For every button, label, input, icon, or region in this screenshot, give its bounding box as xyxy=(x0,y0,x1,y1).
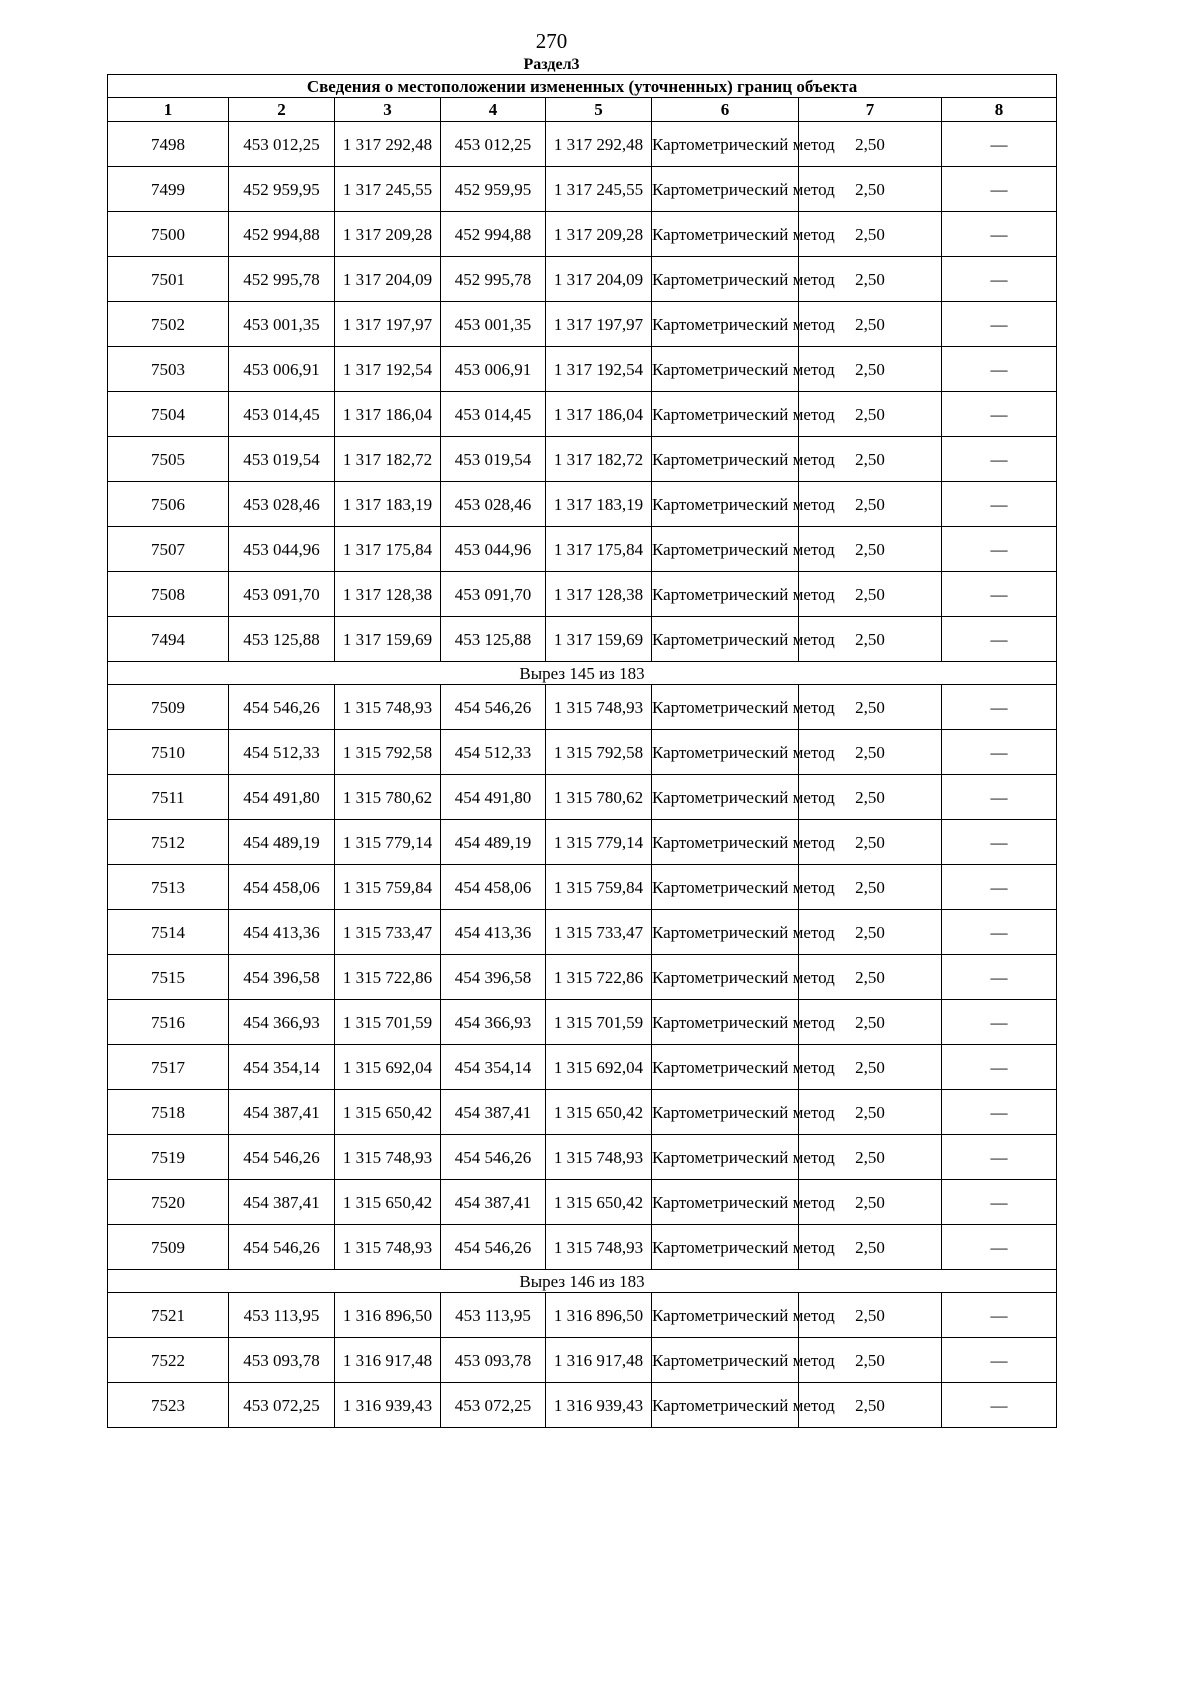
accuracy-cell: 2,50 xyxy=(799,775,942,820)
method-cell: Картометрический метод xyxy=(652,1135,799,1180)
cutout-heading: Вырез 146 из 183 xyxy=(108,1270,1057,1293)
point-number-cell: 7514 xyxy=(108,910,229,955)
accuracy-cell: 2,50 xyxy=(799,392,942,437)
description-cell: — xyxy=(942,685,1057,730)
point-number-cell: 7509 xyxy=(108,685,229,730)
accuracy-cell: 2,50 xyxy=(799,1000,942,1045)
method-cell: Картометрический метод xyxy=(652,257,799,302)
table-caption-row xyxy=(108,75,1057,98)
x-existing-cell: 453 001,35 xyxy=(229,302,335,347)
table-row xyxy=(108,122,1057,167)
y-new-cell: 1 315 748,93 xyxy=(546,1225,652,1270)
point-number-cell: 7507 xyxy=(108,527,229,572)
description-cell: — xyxy=(942,910,1057,955)
x-new-cell: 453 019,54 xyxy=(441,437,546,482)
table-row xyxy=(108,955,1057,1000)
description-cell: — xyxy=(942,730,1057,775)
table-row xyxy=(108,1180,1057,1225)
y-new-cell: 1 317 128,38 xyxy=(546,572,652,617)
y-new-cell: 1 315 759,84 xyxy=(546,865,652,910)
column-number: 1 xyxy=(108,98,229,122)
x-new-cell: 454 387,41 xyxy=(441,1180,546,1225)
x-existing-cell: 452 959,95 xyxy=(229,167,335,212)
cutout-heading-row xyxy=(108,1270,1057,1293)
x-new-cell: 453 125,88 xyxy=(441,617,546,662)
table-row xyxy=(108,302,1057,347)
y-new-cell: 1 315 780,62 xyxy=(546,775,652,820)
x-new-cell: 453 014,45 xyxy=(441,392,546,437)
x-existing-cell: 453 072,25 xyxy=(229,1383,335,1428)
point-number-cell: 7504 xyxy=(108,392,229,437)
y-new-cell: 1 315 701,59 xyxy=(546,1000,652,1045)
method-cell: Картометрический метод xyxy=(652,347,799,392)
table-row xyxy=(108,820,1057,865)
method-cell: Картометрический метод xyxy=(652,122,799,167)
accuracy-cell: 2,50 xyxy=(799,955,942,1000)
point-number-cell: 7501 xyxy=(108,257,229,302)
x-new-cell: 452 995,78 xyxy=(441,257,546,302)
accuracy-cell: 2,50 xyxy=(799,1090,942,1135)
table-row xyxy=(108,572,1057,617)
point-number-cell: 7509 xyxy=(108,1225,229,1270)
accuracy-cell: 2,50 xyxy=(799,527,942,572)
x-existing-cell: 454 491,80 xyxy=(229,775,335,820)
x-existing-cell: 453 044,96 xyxy=(229,527,335,572)
method-cell: Картометрический метод xyxy=(652,617,799,662)
y-existing-cell: 1 317 204,09 xyxy=(335,257,441,302)
description-cell: — xyxy=(942,1383,1057,1428)
x-new-cell: 454 413,36 xyxy=(441,910,546,955)
y-new-cell: 1 315 792,58 xyxy=(546,730,652,775)
table-row xyxy=(108,865,1057,910)
point-number-cell: 7498 xyxy=(108,122,229,167)
method-cell: Картометрический метод xyxy=(652,482,799,527)
y-new-cell: 1 317 175,84 xyxy=(546,527,652,572)
x-existing-cell: 453 125,88 xyxy=(229,617,335,662)
page-number: 270 xyxy=(535,29,568,53)
table-row xyxy=(108,1293,1057,1338)
x-existing-cell: 453 019,54 xyxy=(229,437,335,482)
method-cell: Картометрический метод xyxy=(652,1293,799,1338)
y-existing-cell: 1 315 692,04 xyxy=(335,1045,441,1090)
table-row xyxy=(108,482,1057,527)
method-cell: Картометрический метод xyxy=(652,1225,799,1270)
accuracy-cell: 2,50 xyxy=(799,167,942,212)
y-new-cell: 1 317 159,69 xyxy=(546,617,652,662)
y-existing-cell: 1 315 780,62 xyxy=(335,775,441,820)
method-cell: Картометрический метод xyxy=(652,730,799,775)
accuracy-cell: 2,50 xyxy=(799,865,942,910)
y-existing-cell: 1 315 701,59 xyxy=(335,1000,441,1045)
x-new-cell: 453 028,46 xyxy=(441,482,546,527)
description-cell: — xyxy=(942,1045,1057,1090)
point-number-cell: 7508 xyxy=(108,572,229,617)
accuracy-cell: 2,50 xyxy=(799,730,942,775)
table-row xyxy=(108,527,1057,572)
table-row xyxy=(108,1090,1057,1135)
table-row xyxy=(108,1000,1057,1045)
x-new-cell: 454 354,14 xyxy=(441,1045,546,1090)
y-existing-cell: 1 317 192,54 xyxy=(335,347,441,392)
point-number-cell: 7511 xyxy=(108,775,229,820)
accuracy-cell: 2,50 xyxy=(799,572,942,617)
x-existing-cell: 452 995,78 xyxy=(229,257,335,302)
x-new-cell: 453 006,91 xyxy=(441,347,546,392)
point-number-cell: 7502 xyxy=(108,302,229,347)
description-cell: — xyxy=(942,1180,1057,1225)
point-number-cell: 7506 xyxy=(108,482,229,527)
x-existing-cell: 453 093,78 xyxy=(229,1338,335,1383)
point-number-cell: 7516 xyxy=(108,1000,229,1045)
y-existing-cell: 1 317 197,97 xyxy=(335,302,441,347)
y-existing-cell: 1 317 186,04 xyxy=(335,392,441,437)
y-existing-cell: 1 316 896,50 xyxy=(335,1293,441,1338)
description-cell: — xyxy=(942,347,1057,392)
description-cell: — xyxy=(942,1000,1057,1045)
x-new-cell: 454 396,58 xyxy=(441,955,546,1000)
accuracy-cell: 2,50 xyxy=(799,212,942,257)
y-existing-cell: 1 315 748,93 xyxy=(335,1135,441,1180)
point-number-cell: 7494 xyxy=(108,617,229,662)
column-number: 7 xyxy=(799,98,942,122)
y-new-cell: 1 315 748,93 xyxy=(546,685,652,730)
description-cell: — xyxy=(942,1293,1057,1338)
column-number: 6 xyxy=(652,98,799,122)
column-number: 2 xyxy=(229,98,335,122)
x-new-cell: 454 546,26 xyxy=(441,1135,546,1180)
y-existing-cell: 1 315 779,14 xyxy=(335,820,441,865)
table-row xyxy=(108,212,1057,257)
description-cell: — xyxy=(942,820,1057,865)
point-number-cell: 7503 xyxy=(108,347,229,392)
x-new-cell: 454 491,80 xyxy=(441,775,546,820)
y-new-cell: 1 317 209,28 xyxy=(546,212,652,257)
y-existing-cell: 1 317 182,72 xyxy=(335,437,441,482)
method-cell: Картометрический метод xyxy=(652,437,799,482)
column-number: 5 xyxy=(546,98,652,122)
point-number-cell: 7521 xyxy=(108,1293,229,1338)
description-cell: — xyxy=(942,302,1057,347)
accuracy-cell: 2,50 xyxy=(799,1135,942,1180)
x-new-cell: 454 387,41 xyxy=(441,1090,546,1135)
method-cell: Картометрический метод xyxy=(652,527,799,572)
x-new-cell: 454 366,93 xyxy=(441,1000,546,1045)
x-existing-cell: 452 994,88 xyxy=(229,212,335,257)
accuracy-cell: 2,50 xyxy=(799,1180,942,1225)
x-existing-cell: 453 006,91 xyxy=(229,347,335,392)
accuracy-cell: 2,50 xyxy=(799,1338,942,1383)
method-cell: Картометрический метод xyxy=(652,865,799,910)
method-cell: Картометрический метод xyxy=(652,167,799,212)
column-number: 4 xyxy=(441,98,546,122)
point-number-cell: 7515 xyxy=(108,955,229,1000)
x-existing-cell: 454 546,26 xyxy=(229,1135,335,1180)
x-existing-cell: 454 512,33 xyxy=(229,730,335,775)
accuracy-cell: 2,50 xyxy=(799,257,942,302)
table-row xyxy=(108,347,1057,392)
accuracy-cell: 2,50 xyxy=(799,685,942,730)
y-new-cell: 1 317 204,09 xyxy=(546,257,652,302)
column-number: 8 xyxy=(942,98,1057,122)
y-existing-cell: 1 315 733,47 xyxy=(335,910,441,955)
point-number-cell: 7513 xyxy=(108,865,229,910)
method-cell: Картометрический метод xyxy=(652,685,799,730)
method-cell: Картометрический метод xyxy=(652,955,799,1000)
x-existing-cell: 454 387,41 xyxy=(229,1090,335,1135)
x-new-cell: 454 546,26 xyxy=(441,1225,546,1270)
y-existing-cell: 1 315 722,86 xyxy=(335,955,441,1000)
point-number-cell: 7512 xyxy=(108,820,229,865)
method-cell: Картометрический метод xyxy=(652,820,799,865)
method-cell: Картометрический метод xyxy=(652,1383,799,1428)
y-new-cell: 1 315 650,42 xyxy=(546,1180,652,1225)
point-number-cell: 7517 xyxy=(108,1045,229,1090)
x-new-cell: 454 458,06 xyxy=(441,865,546,910)
x-new-cell: 452 959,95 xyxy=(441,167,546,212)
boundary-coordinates-table xyxy=(107,74,1057,1428)
x-new-cell: 453 093,78 xyxy=(441,1338,546,1383)
y-new-cell: 1 315 722,86 xyxy=(546,955,652,1000)
y-new-cell: 1 315 748,93 xyxy=(546,1135,652,1180)
point-number-cell: 7499 xyxy=(108,167,229,212)
table-row xyxy=(108,1338,1057,1383)
x-new-cell: 452 994,88 xyxy=(441,212,546,257)
table-row xyxy=(108,1045,1057,1090)
method-cell: Картометрический метод xyxy=(652,1090,799,1135)
y-existing-cell: 1 317 183,19 xyxy=(335,482,441,527)
description-cell: — xyxy=(942,617,1057,662)
description-cell: — xyxy=(942,527,1057,572)
description-cell: — xyxy=(942,1135,1057,1180)
y-new-cell: 1 315 733,47 xyxy=(546,910,652,955)
method-cell: Картометрический метод xyxy=(652,572,799,617)
x-existing-cell: 453 012,25 xyxy=(229,122,335,167)
y-new-cell: 1 317 292,48 xyxy=(546,122,652,167)
y-existing-cell: 1 316 939,43 xyxy=(335,1383,441,1428)
description-cell: — xyxy=(942,865,1057,910)
table-row xyxy=(108,775,1057,820)
x-new-cell: 454 512,33 xyxy=(441,730,546,775)
accuracy-cell: 2,50 xyxy=(799,122,942,167)
accuracy-cell: 2,50 xyxy=(799,302,942,347)
point-number-cell: 7523 xyxy=(108,1383,229,1428)
y-new-cell: 1 315 692,04 xyxy=(546,1045,652,1090)
point-number-cell: 7500 xyxy=(108,212,229,257)
table-row xyxy=(108,685,1057,730)
accuracy-cell: 2,50 xyxy=(799,1045,942,1090)
table-row xyxy=(108,167,1057,212)
x-existing-cell: 454 458,06 xyxy=(229,865,335,910)
method-cell: Картометрический метод xyxy=(652,1045,799,1090)
section-title: Раздел3 xyxy=(523,56,580,73)
y-existing-cell: 1 315 748,93 xyxy=(335,1225,441,1270)
x-new-cell: 453 091,70 xyxy=(441,572,546,617)
description-cell: — xyxy=(942,392,1057,437)
x-new-cell: 454 489,19 xyxy=(441,820,546,865)
table-caption: Сведения о местоположении измененных (уточненных) границ объекта xyxy=(108,75,1057,98)
y-new-cell: 1 315 779,14 xyxy=(546,820,652,865)
accuracy-cell: 2,50 xyxy=(799,1293,942,1338)
accuracy-cell: 2,50 xyxy=(799,617,942,662)
x-existing-cell: 454 546,26 xyxy=(229,685,335,730)
y-existing-cell: 1 317 245,55 xyxy=(335,167,441,212)
y-existing-cell: 1 315 792,58 xyxy=(335,730,441,775)
x-existing-cell: 454 354,14 xyxy=(229,1045,335,1090)
y-existing-cell: 1 317 292,48 xyxy=(335,122,441,167)
y-existing-cell: 1 315 650,42 xyxy=(335,1090,441,1135)
method-cell: Картометрический метод xyxy=(652,775,799,820)
cutout-heading: Вырез 145 из 183 xyxy=(108,662,1057,685)
method-cell: Картометрический метод xyxy=(652,910,799,955)
accuracy-cell: 2,50 xyxy=(799,1225,942,1270)
description-cell: — xyxy=(942,955,1057,1000)
x-existing-cell: 453 113,95 xyxy=(229,1293,335,1338)
table-row xyxy=(108,392,1057,437)
accuracy-cell: 2,50 xyxy=(799,910,942,955)
description-cell: — xyxy=(942,1225,1057,1270)
x-new-cell: 453 113,95 xyxy=(441,1293,546,1338)
description-cell: — xyxy=(942,122,1057,167)
table-row xyxy=(108,730,1057,775)
point-number-cell: 7505 xyxy=(108,437,229,482)
y-new-cell: 1 316 917,48 xyxy=(546,1338,652,1383)
accuracy-cell: 2,50 xyxy=(799,437,942,482)
x-existing-cell: 454 366,93 xyxy=(229,1000,335,1045)
y-existing-cell: 1 315 650,42 xyxy=(335,1180,441,1225)
y-existing-cell: 1 317 128,38 xyxy=(335,572,441,617)
y-new-cell: 1 316 896,50 xyxy=(546,1293,652,1338)
point-number-cell: 7510 xyxy=(108,730,229,775)
table-row xyxy=(108,1383,1057,1428)
y-new-cell: 1 317 197,97 xyxy=(546,302,652,347)
method-cell: Картометрический метод xyxy=(652,1180,799,1225)
description-cell: — xyxy=(942,437,1057,482)
y-new-cell: 1 317 183,19 xyxy=(546,482,652,527)
table-row xyxy=(108,1135,1057,1180)
y-new-cell: 1 315 650,42 xyxy=(546,1090,652,1135)
y-existing-cell: 1 317 209,28 xyxy=(335,212,441,257)
point-number-cell: 7519 xyxy=(108,1135,229,1180)
accuracy-cell: 2,50 xyxy=(799,482,942,527)
description-cell: — xyxy=(942,482,1057,527)
description-cell: — xyxy=(942,1090,1057,1135)
x-existing-cell: 453 014,45 xyxy=(229,392,335,437)
x-existing-cell: 454 546,26 xyxy=(229,1225,335,1270)
description-cell: — xyxy=(942,775,1057,820)
y-new-cell: 1 317 245,55 xyxy=(546,167,652,212)
y-existing-cell: 1 317 175,84 xyxy=(335,527,441,572)
y-existing-cell: 1 315 748,93 xyxy=(335,685,441,730)
x-existing-cell: 453 091,70 xyxy=(229,572,335,617)
x-existing-cell: 454 396,58 xyxy=(229,955,335,1000)
y-existing-cell: 1 316 917,48 xyxy=(335,1338,441,1383)
accuracy-cell: 2,50 xyxy=(799,347,942,392)
x-existing-cell: 454 413,36 xyxy=(229,910,335,955)
y-new-cell: 1 316 939,43 xyxy=(546,1383,652,1428)
point-number-cell: 7520 xyxy=(108,1180,229,1225)
x-existing-cell: 453 028,46 xyxy=(229,482,335,527)
table-row xyxy=(108,1225,1057,1270)
table-row xyxy=(108,257,1057,302)
x-new-cell: 453 072,25 xyxy=(441,1383,546,1428)
x-new-cell: 453 001,35 xyxy=(441,302,546,347)
point-number-cell: 7518 xyxy=(108,1090,229,1135)
accuracy-cell: 2,50 xyxy=(799,1383,942,1428)
description-cell: — xyxy=(942,1338,1057,1383)
accuracy-cell: 2,50 xyxy=(799,820,942,865)
table-row xyxy=(108,617,1057,662)
column-number: 3 xyxy=(335,98,441,122)
method-cell: Картометрический метод xyxy=(652,302,799,347)
x-new-cell: 453 012,25 xyxy=(441,122,546,167)
table-row xyxy=(108,910,1057,955)
description-cell: — xyxy=(942,212,1057,257)
y-new-cell: 1 317 182,72 xyxy=(546,437,652,482)
cutout-heading-row xyxy=(108,662,1057,685)
x-existing-cell: 454 387,41 xyxy=(229,1180,335,1225)
table-body xyxy=(108,122,1057,1428)
x-existing-cell: 454 489,19 xyxy=(229,820,335,865)
y-existing-cell: 1 317 159,69 xyxy=(335,617,441,662)
y-existing-cell: 1 315 759,84 xyxy=(335,865,441,910)
table-row xyxy=(108,437,1057,482)
method-cell: Картометрический метод xyxy=(652,392,799,437)
x-new-cell: 454 546,26 xyxy=(441,685,546,730)
x-new-cell: 453 044,96 xyxy=(441,527,546,572)
y-new-cell: 1 317 186,04 xyxy=(546,392,652,437)
description-cell: — xyxy=(942,167,1057,212)
description-cell: — xyxy=(942,257,1057,302)
method-cell: Картометрический метод xyxy=(652,212,799,257)
y-new-cell: 1 317 192,54 xyxy=(546,347,652,392)
method-cell: Картометрический метод xyxy=(652,1000,799,1045)
description-cell: — xyxy=(942,572,1057,617)
method-cell: Картометрический метод xyxy=(652,1338,799,1383)
column-number-row xyxy=(108,98,1057,122)
point-number-cell: 7522 xyxy=(108,1338,229,1383)
